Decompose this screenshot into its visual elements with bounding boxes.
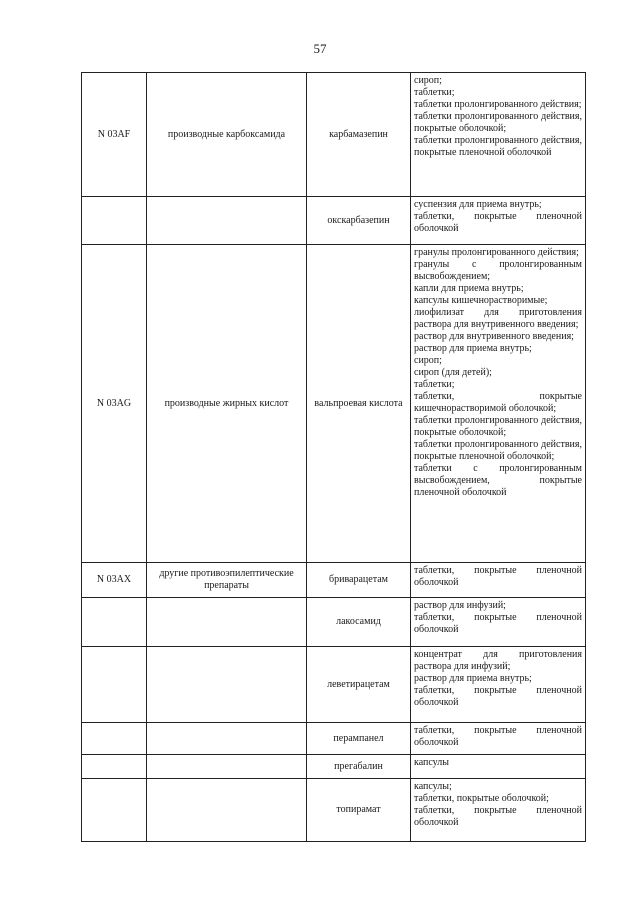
- table-row: [82, 563, 586, 598]
- pharmacological-group-cell: [147, 647, 307, 723]
- atc-code-cell: N 03AX: [82, 563, 147, 598]
- dosage-form-item: сироп (для детей);: [414, 367, 492, 378]
- table-row: [82, 73, 586, 197]
- table-row: [82, 755, 586, 779]
- drug-name-cell: перампанел: [307, 723, 411, 755]
- dosage-form-item: раствор для инфузий;: [414, 600, 506, 611]
- dosage-form-item: гранулы пролонгированного действия;: [414, 247, 579, 258]
- table-body: [82, 73, 586, 842]
- pharmacological-group-cell: производные жирных кислот: [147, 245, 307, 563]
- dosage-form-item: таблетки, покрытые пленочной оболочкой: [414, 805, 582, 828]
- dosage-form-item: таблетки пролонгированного действия;: [414, 99, 582, 110]
- pharmacological-group-cell: производные карбоксамида: [147, 73, 307, 197]
- dosage-form-item: капли для приема внутрь;: [414, 283, 524, 294]
- page-number: 57: [313, 41, 327, 56]
- dosage-form-item: капсулы;: [414, 781, 452, 792]
- dosage-forms-cell: [411, 755, 586, 779]
- pharmacological-group-cell: [147, 723, 307, 755]
- drug-name-cell: карбамазепин: [307, 73, 411, 197]
- dosage-form-item: сироп;: [414, 75, 442, 86]
- dosage-form-item: капсулы кишечнорастворимые;: [414, 295, 548, 306]
- dosage-forms-cell: [411, 598, 586, 647]
- dosage-form-item: таблетки, покрытые пленочной оболочкой: [414, 565, 582, 588]
- drug-name-cell: топирамат: [307, 779, 411, 842]
- dosage-forms-cell: [411, 245, 586, 563]
- dosage-form-item: таблетки, покрытые пленочной оболочкой: [414, 211, 582, 234]
- drug-name-cell: вальпроевая кислота: [307, 245, 411, 563]
- dosage-form-item: концентрат для приготовления раствора для инфузий;: [414, 649, 582, 672]
- atc-code-cell: [82, 197, 147, 245]
- dosage-form-item: таблетки;: [414, 87, 455, 98]
- dosage-form-item: таблетки, покрытые пленочной оболочкой: [414, 725, 582, 748]
- atc-code-cell: [82, 598, 147, 647]
- dosage-form-item: таблетки пролонгированного действия, покрытые оболочкой;: [414, 111, 582, 134]
- atc-code-cell: N 03AG: [82, 245, 147, 563]
- dosage-form-item: раствор для приема внутрь;: [414, 673, 532, 684]
- dosage-form-item: таблетки, покрытые кишечнорастворимой оболочкой;: [414, 391, 582, 414]
- table-row: [82, 647, 586, 723]
- pharmacological-group-cell: другие противоэпилептические препараты: [147, 563, 307, 598]
- atc-code-cell: N 03AF: [82, 73, 147, 197]
- drug-name-cell: прегабалин: [307, 755, 411, 779]
- dosage-form-item: таблетки, покрытые оболочкой;: [414, 793, 549, 804]
- dosage-form-item: таблетки;: [414, 379, 455, 390]
- table-row: [82, 779, 586, 842]
- dosage-form-item: таблетки, покрытые пленочной оболочкой: [414, 612, 582, 635]
- table-row: [82, 197, 586, 245]
- pharmacological-group-cell: [147, 197, 307, 245]
- dosage-forms-cell: [411, 197, 586, 245]
- dosage-forms-cell: [411, 723, 586, 755]
- pharmacological-group-cell: [147, 598, 307, 647]
- table-row: [82, 598, 586, 647]
- pharmacological-group-cell: [147, 755, 307, 779]
- dosage-form-item: лиофилизат для приготовления раствора для внутривенного введения;: [414, 307, 582, 330]
- dosage-form-item: таблетки с пролонгированным высвобождением, покрытые пленочной оболочкой: [414, 463, 582, 498]
- drug-table: [81, 72, 586, 842]
- dosage-form-item: таблетки пролонгированного действия, покрытые оболочкой;: [414, 415, 582, 438]
- dosage-forms-cell: [411, 779, 586, 842]
- dosage-form-item: таблетки пролонгированного действия, покрытые пленочной оболочкой: [414, 135, 582, 158]
- pharmacological-group-cell: [147, 779, 307, 842]
- dosage-form-item: суспензия для приема внутрь;: [414, 199, 542, 210]
- dosage-form-item: таблетки пролонгированного действия, покрытые пленочной оболочкой;: [414, 439, 582, 462]
- atc-code-cell: [82, 779, 147, 842]
- dosage-forms-cell: [411, 647, 586, 723]
- table-row: [82, 723, 586, 755]
- atc-code-cell: [82, 647, 147, 723]
- dosage-form-item: капсулы: [414, 757, 449, 768]
- atc-code-cell: [82, 723, 147, 755]
- dosage-forms-cell: [411, 73, 586, 197]
- dosage-forms-cell: [411, 563, 586, 598]
- atc-code-cell: [82, 755, 147, 779]
- drug-name-cell: бриварацетам: [307, 563, 411, 598]
- table-row: [82, 245, 586, 563]
- dosage-form-item: раствор для приема внутрь;: [414, 343, 532, 354]
- dosage-form-item: раствор для внутривенного введения;: [414, 331, 574, 342]
- drug-name-cell: лакосамид: [307, 598, 411, 647]
- drug-name-cell: окскарбазепин: [307, 197, 411, 245]
- dosage-form-item: гранулы с пролонгированным высвобождением;: [414, 259, 582, 282]
- drug-name-cell: леветирацетам: [307, 647, 411, 723]
- dosage-form-item: сироп;: [414, 355, 442, 366]
- dosage-form-item: таблетки, покрытые пленочной оболочкой: [414, 685, 582, 708]
